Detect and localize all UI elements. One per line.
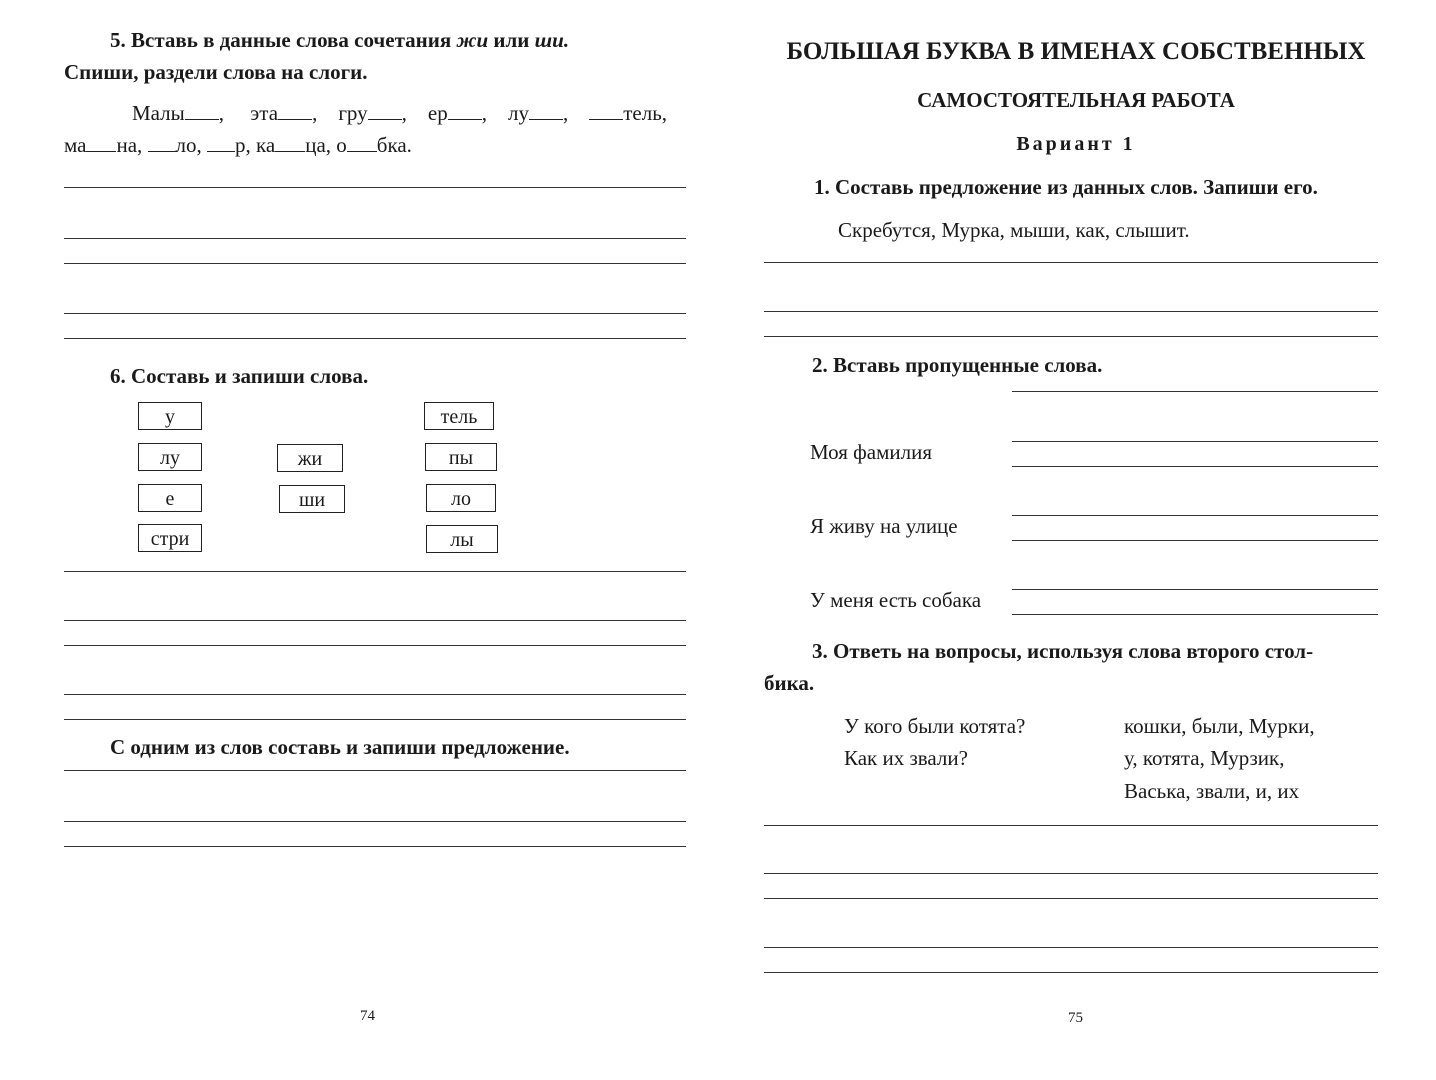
writing-line[interactable]: [764, 873, 1378, 874]
word-tel: тель,: [623, 101, 668, 125]
task5-instruction-line2: Спиши, раздели слова на слоги.: [64, 60, 368, 84]
task3-words-1: кошки, были, Мурки,: [1124, 714, 1315, 738]
word-ma: ма: [64, 133, 87, 157]
syllable-card: е: [138, 484, 202, 512]
writing-line[interactable]: [1012, 391, 1378, 392]
writing-line[interactable]: [64, 313, 686, 314]
writing-line[interactable]: [64, 263, 686, 264]
page-heading: БОЛЬШАЯ БУКВА В ИМЕНАХ СОБСТВЕННЫХ: [786, 38, 1366, 65]
page-subheading: САМОСТОЯТЕЛЬНАЯ РАБОТА: [917, 88, 1235, 112]
writing-line[interactable]: [764, 972, 1378, 973]
task5-option-shi: ши.: [534, 28, 570, 52]
task1-words: Скребутся, Мурка, мыши, как, слышит.: [838, 218, 1190, 242]
sentence-instruction: С одним из слов составь и запиши предложение.: [110, 735, 570, 759]
writing-line[interactable]: [64, 821, 686, 822]
writing-line[interactable]: [64, 620, 686, 621]
syllable-card: лы: [426, 525, 498, 553]
task1-instruction: 1. Составь предложение из данных слов. Запиши его.: [814, 175, 1318, 199]
task5-option-zhi: жи: [456, 28, 489, 52]
task3-words-2: у, котята, Мурзик,: [1124, 746, 1285, 770]
writing-line[interactable]: [64, 770, 686, 771]
task5-text: Вставь в данные слова сочетания: [131, 28, 452, 52]
task3-question-2: Как их звали?: [844, 746, 968, 770]
writing-line[interactable]: [64, 694, 686, 695]
writing-line[interactable]: [764, 336, 1378, 337]
writing-line[interactable]: [64, 571, 686, 572]
writing-line[interactable]: [1012, 540, 1378, 541]
writing-line[interactable]: [1012, 515, 1378, 516]
writing-line[interactable]: [1012, 466, 1378, 467]
syllable-card: у: [138, 402, 202, 430]
writing-line[interactable]: [764, 262, 1378, 263]
writing-line[interactable]: [64, 645, 686, 646]
writing-line[interactable]: [764, 825, 1378, 826]
page-number-right: 75: [1068, 1010, 1083, 1026]
writing-line[interactable]: [1012, 441, 1378, 442]
page-number-left: 74: [360, 1008, 375, 1024]
variant-label: Вариант 1: [1016, 133, 1136, 155]
word-eta: эта: [250, 101, 279, 125]
writing-line[interactable]: [64, 719, 686, 720]
writing-line[interactable]: [64, 846, 686, 847]
writing-line[interactable]: [64, 187, 686, 188]
task5-or: или: [493, 28, 530, 52]
word-lu: лу: [507, 101, 529, 125]
writing-line[interactable]: [1012, 589, 1378, 590]
word-gru: гру: [338, 101, 368, 125]
word-na: на,: [116, 133, 143, 157]
task3-question-1: У кого были котята?: [844, 714, 1026, 738]
right-page: [718, 0, 1436, 1080]
task3-instruction-line1: 3. Ответь на вопросы, используя слова второго стол-: [812, 639, 1314, 663]
task2-instruction: 2. Вставь пропущенные слова.: [812, 353, 1103, 377]
writing-line[interactable]: [764, 947, 1378, 948]
syllable-card: жи: [277, 444, 343, 472]
task5-words-line2: [64, 133, 412, 158]
writing-line[interactable]: [64, 338, 686, 339]
syllable-card: тель: [424, 402, 494, 430]
writing-line[interactable]: [764, 898, 1378, 899]
task5-instruction-line1: [110, 28, 569, 53]
syllable-card: ло: [426, 484, 496, 512]
syllable-card: лу: [138, 443, 202, 471]
syllable-card: стри: [138, 524, 202, 552]
writing-line[interactable]: [1012, 614, 1378, 615]
word-maly: Малы: [132, 101, 185, 125]
task3-words-3: Васька, звали, и, их: [1124, 779, 1300, 803]
task6-instruction: 6. Составь и запиши слова.: [110, 364, 369, 388]
task2-prompt-dog: У меня есть собака: [810, 588, 982, 612]
task2-prompt-street: Я живу на улице: [810, 514, 958, 538]
writing-line[interactable]: [64, 238, 686, 239]
word-bka: бка.: [376, 133, 412, 157]
word-tsa-o: ца, о: [305, 133, 347, 157]
writing-line[interactable]: [764, 311, 1378, 312]
task2-prompt-surname: Моя фамилия: [810, 440, 932, 464]
word-lo: ло,: [175, 133, 202, 157]
task5-words-line1: Малы , эта , гру , ер , лу , тель,: [132, 101, 668, 125]
syllable-card: пы: [425, 443, 497, 471]
word-er: ер: [427, 101, 448, 125]
word-r-ka: р, ка: [235, 133, 276, 157]
syllable-card: ши: [279, 485, 345, 513]
task5-number: 5.: [110, 28, 126, 52]
task3-instruction-line2: бика.: [764, 671, 815, 695]
